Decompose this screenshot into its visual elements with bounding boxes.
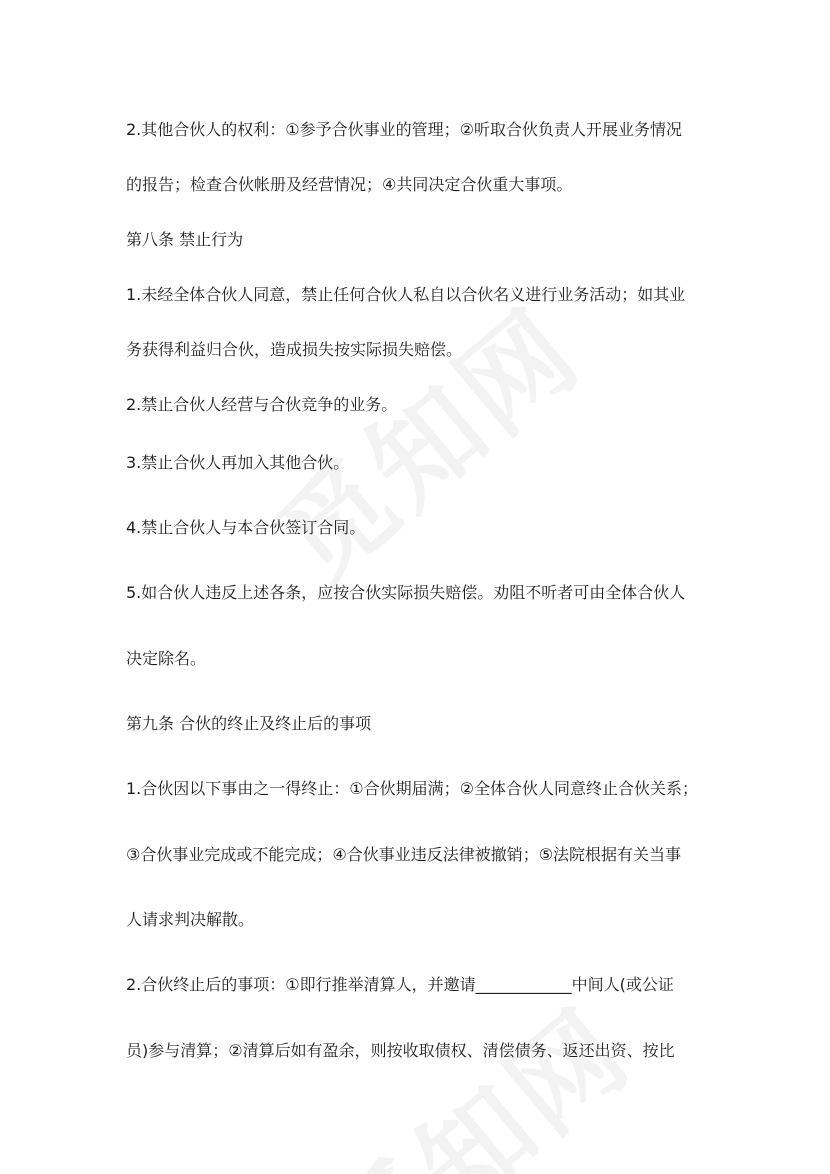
paragraph-line: 的报告；检查合伙帐册及经营情况；④共同决定合伙重大事项。 <box>126 175 573 194</box>
paragraph-line: 2.禁止合伙人经营与合伙竞争的业务。 <box>126 395 398 414</box>
paragraph-line: 1.未经全体合伙人同意，禁止任何合伙人私自以合伙名义进行业务活动；如其业 <box>126 285 686 304</box>
section-heading: 第九条 合伙的终止及终止后的事项 <box>126 714 372 733</box>
paragraph-line: ③合伙事业完成或不能完成；④合伙事业违反法律被撤销；⑤法院根据有关当事 <box>126 845 682 864</box>
paragraph-line: 4.禁止合伙人与本合伙签订合同。 <box>126 518 366 537</box>
paragraph-line: 1.合伙因以下事由之一得终止：①合伙期届满；②全体合伙人同意终止合伙关系； <box>126 779 698 798</box>
watermark <box>290 967 658 1174</box>
paragraph-line: 人请求判决解散。 <box>126 910 255 929</box>
paragraph-line: 2.合伙终止后的事项：①即行推举清算人，并邀请____________中间人(或公证 <box>126 975 674 994</box>
paragraph-line: 务获得利益归合伙，造成损失按实际损失赔偿。 <box>126 340 463 359</box>
paragraph-line: 5.如合伙人违反上述各条，应按合伙实际损失赔偿。劝阻不听者可由全体合伙人 <box>126 583 686 602</box>
section-heading: 第八条 禁止行为 <box>126 230 244 249</box>
watermark <box>240 267 608 612</box>
paragraph-line: 2.其他合伙人的权利：①参予合伙事业的管理；②听取合伙负责人开展业务情况 <box>126 120 682 139</box>
paragraph-line: 员)参与清算；②清算后如有盈余，则按收取债权、清偿债务、返还出资、按比 <box>126 1041 675 1060</box>
paragraph-line: 决定除名。 <box>126 649 207 668</box>
paragraph-line: 3.禁止合伙人再加入其他合伙。 <box>126 453 350 472</box>
